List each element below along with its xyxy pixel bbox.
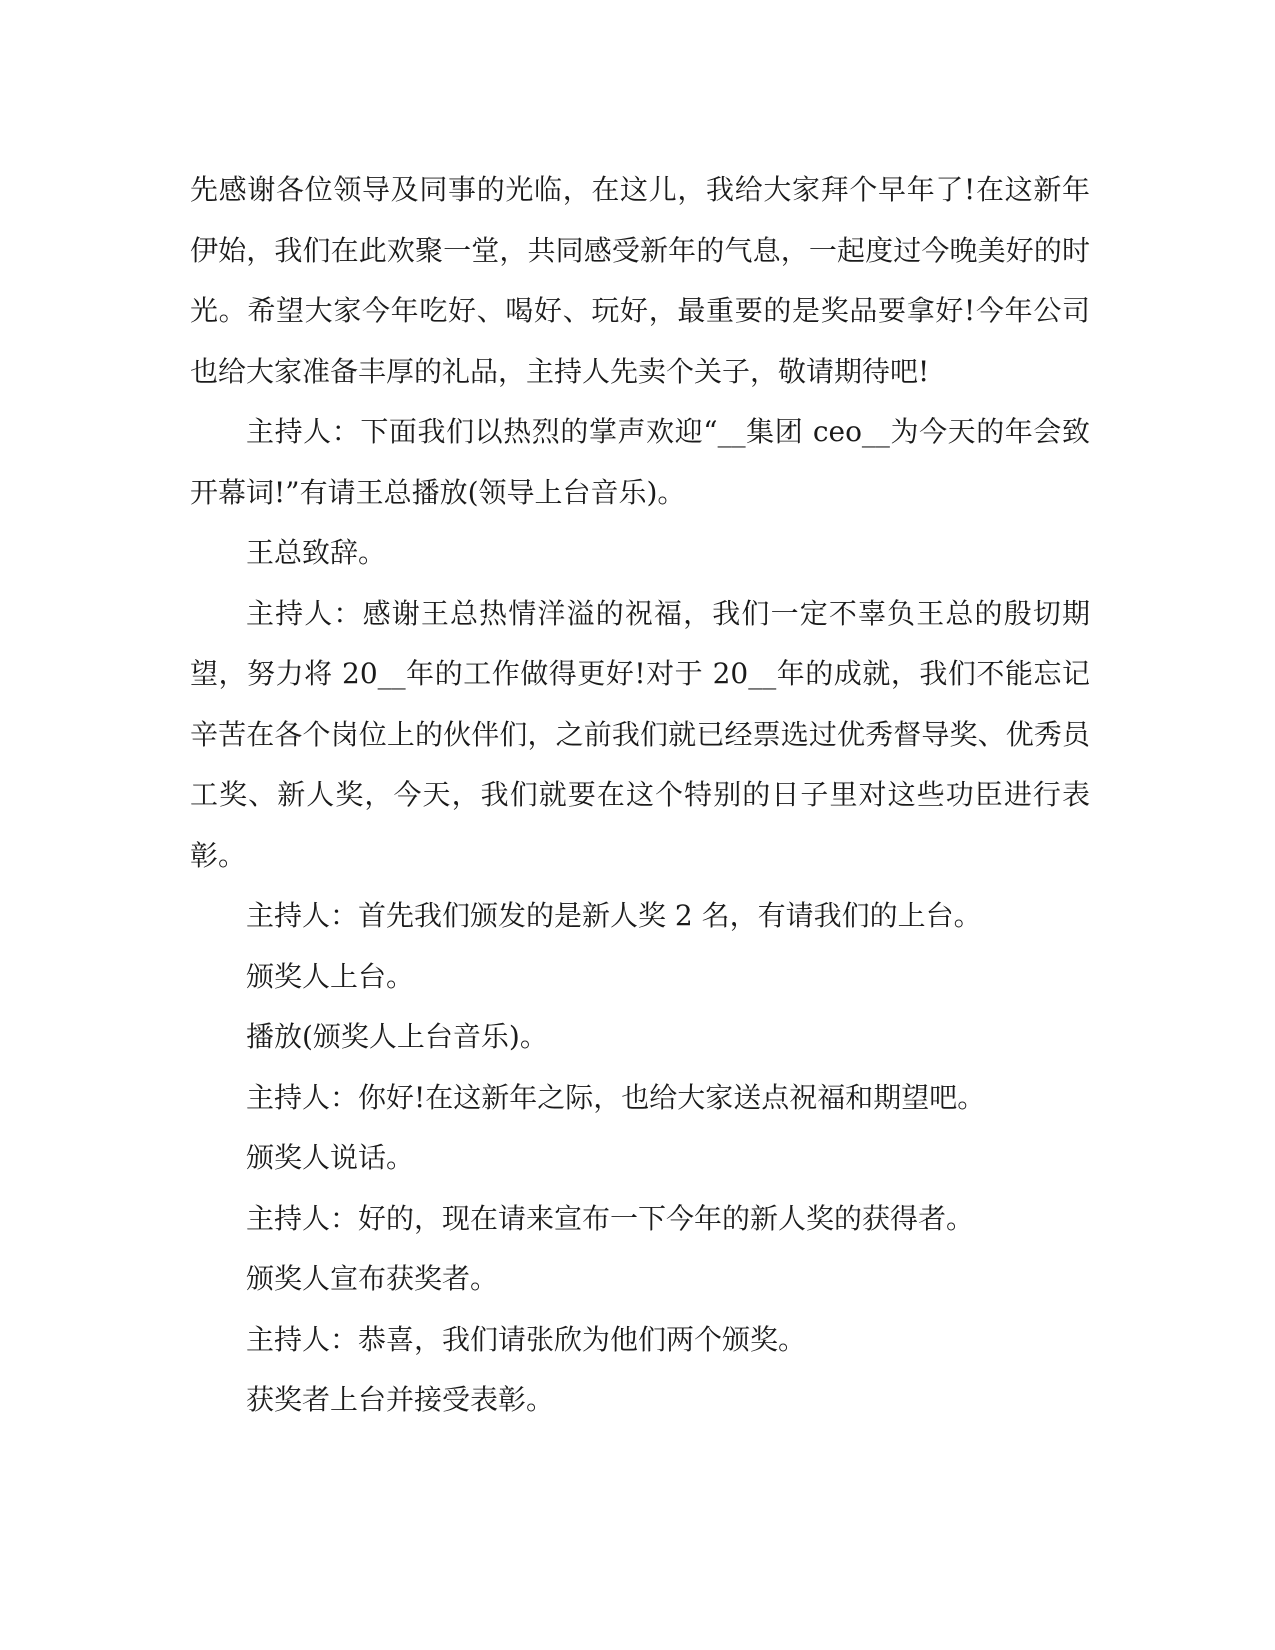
- paragraph-presenter-onstage: 颁奖人上台。: [246, 959, 415, 993]
- paragraph-play-music: 播放(颁奖人上台音乐)。: [246, 1020, 548, 1053]
- paragraph-winners-onstage: 获奖者上台并接受表彰。: [246, 1383, 555, 1416]
- paragraph-host-greeting-presenter: 主持人：你好!在这新年之际，也给大家送点祝福和期望吧。: [246, 1080, 986, 1114]
- paragraph-host-thanks: 主持人：感谢王总热情洋溢的祝福，我们一定不辜负王总的殷切期望，努力将 20__年的工作做得更好!对于 20__年的成就，我们不能忘记辛苦在各个岗位上的伙伴们，之前我们就已经票选过优秀督导奖、优秀员工奖、新人奖，今天，我们就要在这个特别的日子里对这些功臣进行表彰。: [190, 596, 1090, 872]
- document-body: [190, 160, 1090, 1431]
- paragraph-host-congrats: 主持人：恭喜，我们请张欣为他们两个颁奖。: [246, 1322, 807, 1356]
- paragraph-ceo-speech: 王总致辞。: [246, 536, 387, 569]
- paragraph-opening-greeting: 先感谢各位领导及同事的光临，在这儿，我给大家拜个早年了!在这新年伊始，我们在此欢聚一堂，共同感受新年的气息，一起度过今晚美好的时光。希望大家今年吃好、喝好、玩好，最重要的是奖品要拿好!今年公司也给大家准备丰厚的礼品，主持人先卖个关子，敬请期待吧!: [190, 173, 1090, 388]
- paragraph-presenter-announces: 颁奖人宣布获奖者。: [246, 1262, 499, 1295]
- paragraph-newcomer-award: 主持人：首先我们颁发的是新人奖 2 名，有请我们的上台。: [246, 899, 982, 932]
- paragraph-host-announce-request: 主持人：好的，现在请来宣布一下今年的新人奖的获得者。: [246, 1201, 975, 1235]
- paragraph-presenter-speaks: 颁奖人说话。: [246, 1141, 415, 1174]
- paragraph-host-welcome-ceo: 主持人：下面我们以热烈的掌声欢迎“__集团 ceo__为今天的年会致开幕词!”有请王总播放(领导上台音乐)。: [190, 415, 1090, 509]
